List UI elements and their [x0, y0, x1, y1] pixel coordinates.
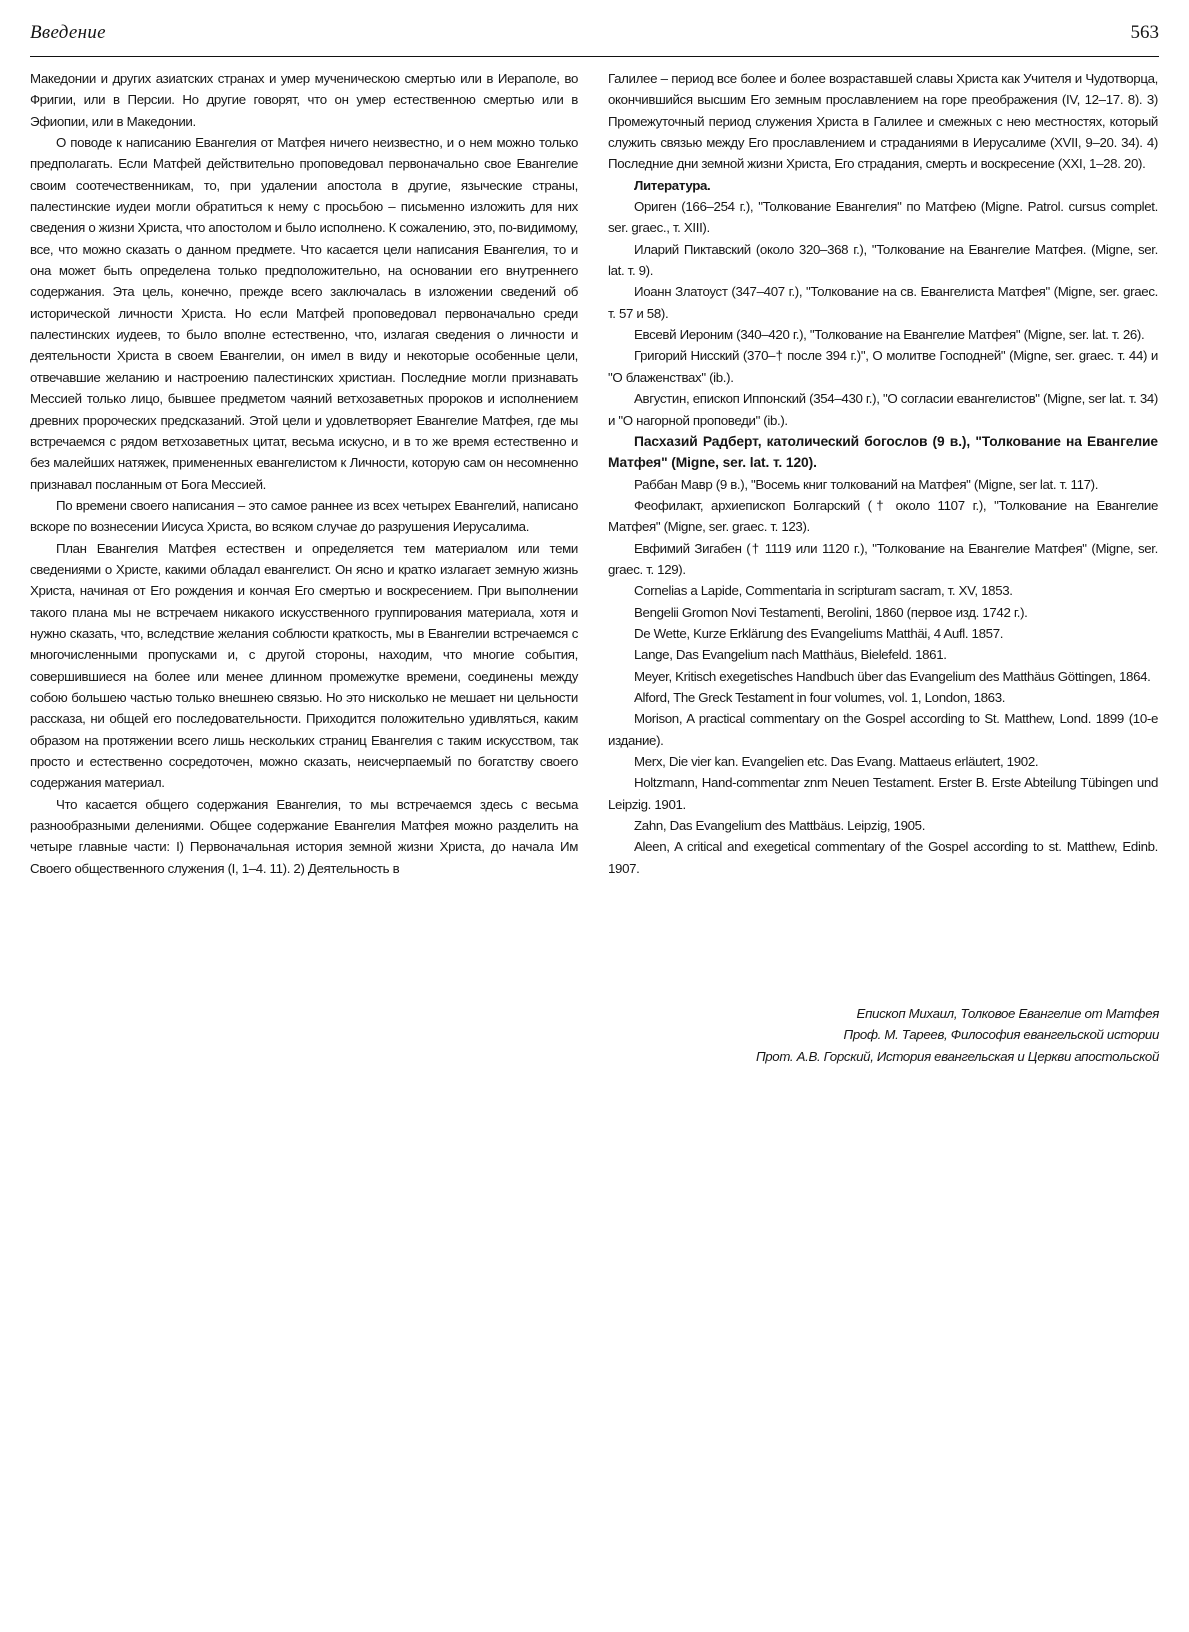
bibliography-entry: Пасхазий Радберт, католический богослов (9 в.), "Толкование на Евангелие Матфея" (Migne, ser. lat. т. 120).	[608, 433, 1158, 471]
paragraph: По времени своего написания – это самое раннее из всех четырех Евангелий, написано вскоре по вознесении Иисуса Христа, во всяком случае до разрушения Иерусалима.	[30, 497, 578, 535]
bibliography-entry: Aleen, A critical and exegetical commentary of the Gospel according to st. Matthew, Edinb. 1907.	[608, 839, 1158, 876]
paragraph: Что касается общего содержания Евангелия, то мы встречаемся здесь с весьма разнообразными делениями. Общее содержание Евангелия Матфея можно разделить на четыре главные части: I) Первоначальная история земной жизни Христа, до начала Им Своего общественного служения (I, 1–4. 11). 2) Деятельность в	[30, 796, 578, 876]
bibliography-entry: Cornelias a Lapide, Commentaria in scripturam sacram, т. XV, 1853.	[634, 583, 1013, 599]
bibliography-entry: Alford, The Greck Testament in four volumes, vol. 1, London, 1863.	[634, 689, 1006, 705]
bibliography-entry: Иларий Пиктавский (около 320–368 г.), "Толкование на Евангелие Матфея. (Migne, ser. lat. т. 9).	[608, 241, 1158, 279]
page-header	[30, 22, 1159, 52]
bibliography-entry: Zahn, Das Evangelium des Mattbäus. Leipzig, 1905.	[634, 818, 926, 834]
source-line: Прот. А.В. Горский, История евангельская и Церкви апостольской	[755, 1048, 1159, 1064]
paragraph: Македонии и других азиатских странах и умер мученическою смертью или в Иераполе, во Фригии, или в Персии. Но другие говорят, что он умер естественною смертью или в Эфиопии, или в Македонии.	[30, 71, 578, 129]
paragraph: О поводе к написанию Евангелия от Матфея ничего неизвестно, и о нем можно только предполагать. Если Матфей действительно проповедовал первоначально свое Евангелие своим соотечественникам, то, при удалении апостола в другие, языческие страны, палестинские иудеи могли обратиться к нему с просьбою – письменно изложить для них сведения о жизни Христа, что апостолом и было исполнено. К сожалению, это, по-видимому, все, что можно сказать о данном предмете. Что касается цели написания Евангелия, то и она может быть определена только предположительно, на основании его внутреннего содержания. Эта цель, конечно, прежде всего заключалась в изложении сведений об исторической личности Христа. Но если Матфей проповедовал первоначально среди палестинских иудеев, то было вполне естественно, что, излагая сведения о личности и деятельности Христа в своем Евангелии, он имел в виду и некоторые особенные цели, отвечавшие желанию и настроению палестинских христиан. Последние могли признавать Мессией только лицо, бывшее предметом чаяний ветхозаветных пророков и исполнением древних пророческих предсказаний. Этой цели и удовлетворяет Евангелие Матфея, где мы встречаемся с рядом ветхозаветных цитат, весьма искусно, и в то же время естественно и без малейших натяжек, примененных евангелистом к Личности, которую сам он несомненно признавал посланным от Бога Мессией.	[30, 135, 578, 492]
bibliography-entry: Августин, епископ Иппонский (354–430 г.), "О согласии евангелистов" (Migne, ser lat. т. 34) и "О нагорной проповеди" (ib.).	[608, 391, 1158, 428]
bibliography-entry: Bengelii Gromon Novi Testamenti, Berolini, 1860 (первое изд. 1742 г.).	[634, 604, 1028, 620]
bibliography-entry: Meyer, Kritisch exegetisches Handbuch über das Evangelium des Matthäus Göttingen, 1864.	[634, 668, 1151, 684]
bibliography-entry: Ориген (166–254 г.), "Толкование Евангелия" по Матфею (Migne. Patrol. cursus complet. ser. graec., т. XIII).	[608, 199, 1158, 236]
source-attributions	[559, 1003, 1159, 1067]
bibliography-entry: Раббан Мавр (9 в.), "Восемь книг толкований на Матфея" (Migne, ser lat. т. 117).	[634, 476, 1099, 492]
source-line: Проф. М. Тареев, Философия евангельской истории	[843, 1027, 1159, 1043]
running-title: Введение	[30, 22, 106, 43]
header-rule	[30, 56, 1159, 57]
bibliography-entry: Holtzmann, Hand-commentar znm Neuen Testament. Erster B. Erste Abteilung Tübingen und Leipzig. 1901.	[608, 775, 1158, 812]
left-column	[30, 68, 578, 879]
bibliography-entry: Morison, A practical commentary on the Gospel according to St. Matthew, Lond. 1899 (10-е издание).	[608, 711, 1158, 748]
bibliography-entry: Merx, Die vier kan. Evangelien etc. Das Evang. Mattaeus erläutert, 1902.	[634, 754, 1039, 769]
literature-heading: Литература.	[634, 177, 711, 193]
bibliography-entry: Феофилакт, архиепископ Болгарский († около 1107 г.), "Толкование на Евангелие Матфея" (Migne, ser. graec. т. 123).	[608, 497, 1158, 535]
paragraph: Галилее – период все более и более возраставшей славы Христа как Учителя и Чудотворца, окончившийся высшим Его земным прославлением на горе преображения (IV, 12–17. 8). 3) Промежуточный период служения Христа в Галилее и смежных с нею местностях, который служить связью между Его прославлением и страданиями в Иерусалиме (XVII, 9–20. 34). 4) Последние дни земной жизни Христа, Его страдания, смерть и воскресение (XXI, 1–28. 20).	[608, 71, 1158, 172]
right-column	[608, 68, 1158, 879]
bibliography-list	[608, 196, 1158, 879]
bibliography-entry: De Wette, Kurze Erklärung des Evangeliums Matthäi, 4 Aufl. 1857.	[634, 625, 1004, 641]
bibliography-entry: Lange, Das Evangelium nach Matthäus, Bielefeld. 1861.	[634, 647, 947, 663]
source-line: Епископ Михаил, Толковое Евангелие от Матфея	[856, 1006, 1159, 1021]
bibliography-entry: Иоанн Златоуст (347–407 г.), "Толкование на св. Евангелиста Матфея" (Migne, ser. graec. т. 57 и 58).	[608, 284, 1158, 321]
bibliography-entry: Евфимий Зигабен († 1119 или 1120 г.), "Толкование на Евангелие Матфея" (Migne, ser. graec. т. 129).	[608, 540, 1158, 577]
paragraph: План Евангелия Матфея естествен и определяется тем материалом или теми сведениями о Христе, какими обладал евангелист. Он ясно и кратко излагает земную жизнь Христа, начиная от Его рождения и кончая Его смертью и воскресением. При выполнении такого плана мы не встречаем никакого искусственного группирования материала, хотя и нужно сказать, что, вследствие желания соблюсти краткость, мы в Евангелии встречаемся с многочисленными пропусками и, с другой стороны, находим, что многие события, совершившиеся на более или менее длинном промежутке времени, соединены между собою большею частью только внешнею связью. Но это нисколько не мешает ни цельности рассказа, ни общей его последовательности. Приходится положительно удивляться, каким образом на протяжении всего лишь нескольких страниц Евангелия с таким искусством, так просто и естественно сосредоточен, можно сказать, неисчерпаемый по богатству своего содержания материал.	[30, 540, 578, 791]
page-number: 563	[1130, 22, 1159, 43]
bibliography-entry: Евсевй Иероним (340–420 г.), "Толкование на Евангелие Матфея" (Migne, ser. lat. т. 26).	[634, 327, 1145, 343]
bibliography-entry: Григорий Нисский (370–† после 394 г.)", О молитве Господней" (Migne, ser. graec. т. 44) и "О блаженствах" (ib.).	[608, 348, 1158, 385]
